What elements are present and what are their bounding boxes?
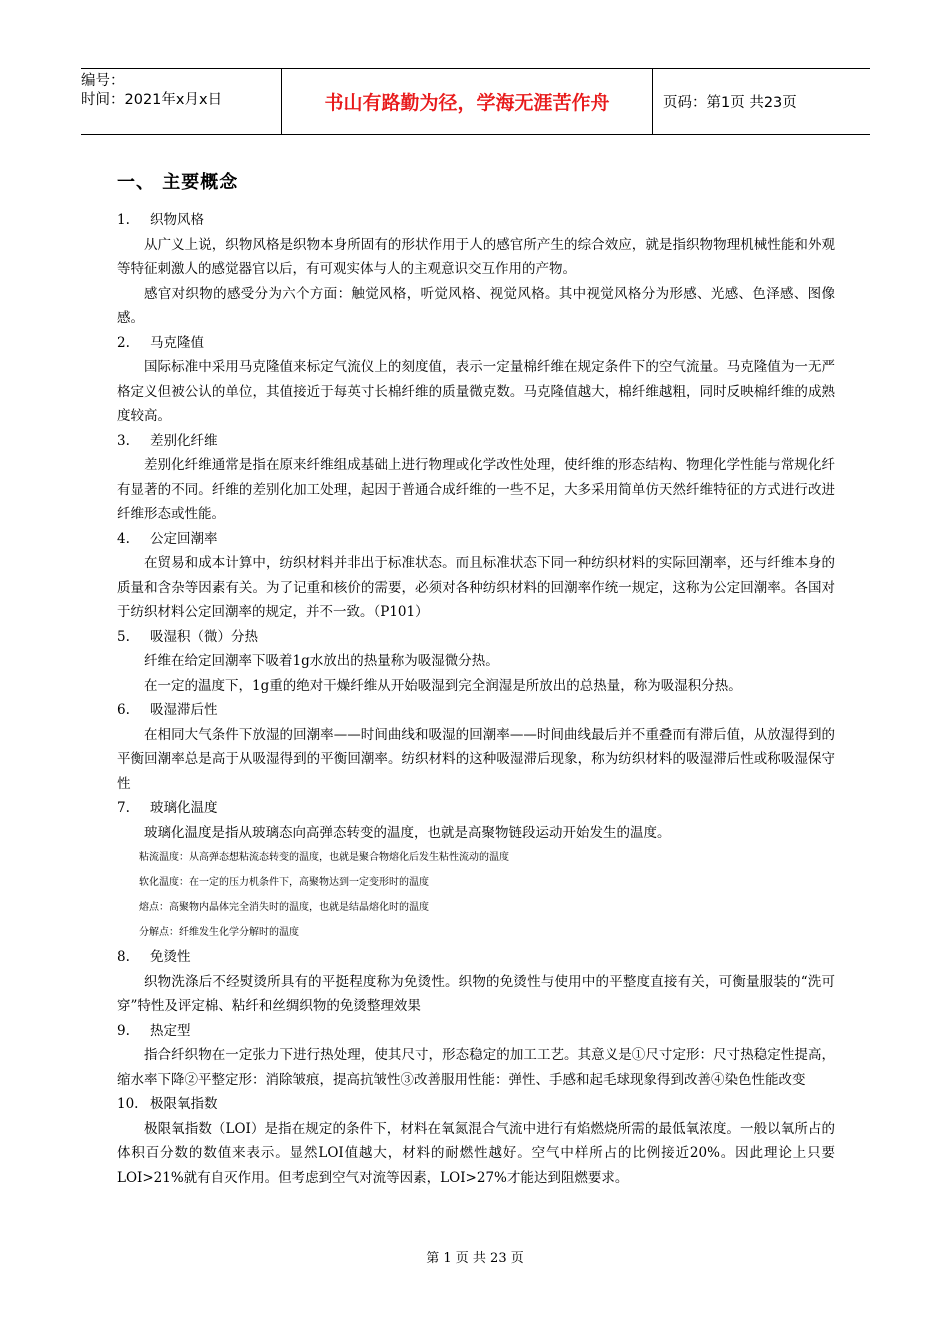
concept-heading [117,945,835,970]
time-label: 时间：2021年x月x日 [81,92,223,108]
concept-item [117,1019,835,1093]
concept-paragraph: 在贸易和成本计算中，纺织材料并非出于标准状态。而且标准状态下同一种纺织材料的实际回潮率，还与纤维本身的质量和含杂等因素有关。为了记重和核价的需要，必须对各种纺织材料的回潮率作统一规定，这称为公定回潮率。各国对于纺织材料公定回潮率的规定，并不一致。（P101） [117,555,835,620]
concept-number: 10. [117,1096,139,1112]
concept-title: 热定型 [150,1022,191,1039]
concept-number: 8. [117,949,130,965]
concept-heading [117,796,835,821]
concept-heading [117,698,835,723]
concept-paragraph: 纤维在给定回潮率下吸着1g水放出的热量称为吸湿微分热。 [144,653,499,669]
section-title: 一、 主要概念 [117,172,239,193]
concept-title: 玻璃化温度 [150,800,218,816]
concept-number: 5. [117,628,130,645]
concept-number: 3. [117,432,130,449]
header-motto: 书山有路勤为径，学海无涯苦作舟 [282,69,653,134]
concept-number: 9. [117,1022,130,1039]
concept-paragraph: 差别化纤维通常是指在原来纤维组成基础上进行物理或化学改性处理，使纤维的形态结构、物理化学性能与常规化纤有显著的不同。纤维的差别化加工处理，起因于普通合成纤维的一些不足，大多采用简单仿天然纤维特征的方式进行改进纤维形态或性能。 [117,457,835,522]
concept-paragraph: 织物洗涤后不经熨烫所具有的平挺程度称为免烫性。织物的免烫性与使用中的平整度直接有关，可衡量服装的“洗可穿”特性及评定棉、粘纤和丝绸织物的免烫整理效果 [117,973,835,1014]
concept-number: 7. [117,800,130,816]
concept-item [117,796,835,945]
concept-number: 2. [117,334,130,351]
concept-number: 4. [117,530,130,547]
concept-paragraph: 极限氧指数（LOI）是指在规定的条件下，材料在氧氮混合气流中进行有焰燃烧所需的最低氧浓度。一般以氧所占的体积百分数的数值来表示。显然LOI值越大，材料的耐燃性越好。空气中样所占的比例接近20%。因此理论上只要LOI>21%就有自灭作用。但考虑到空气对流等因素，LOI>27%才能达到阻燃要求。 [117,1120,835,1186]
concept-title: 差别化纤维 [150,432,218,449]
concept-item [117,945,835,1019]
concept-number: 6. [117,702,130,718]
concept-paragraph: 感官对织物的感受分为六个方面：触觉风格，听觉风格、视觉风格。其中视觉风格分为形感、光感、色泽感、图像感。 [117,285,835,326]
concept-heading [117,1019,835,1044]
concept-item [117,429,835,527]
concept-paragraph: 在相同大气条件下放湿的回潮率——时间曲线和吸湿的回潮率——时间曲线最后并不重叠而有滞后值，从放湿得到的平衡回潮率总是高于从吸湿得到的平衡回潮率。纺织材料的这种吸湿滞后现象，称为纺织材料的吸湿滞后性或称吸湿保守性 [117,726,835,792]
concept-list [117,208,835,1190]
concept-title: 织物风格 [150,212,204,228]
concept-heading [117,331,835,356]
concept-heading [117,208,835,233]
concept-paragraph: 国际标准中采用马克隆值来标定气流仪上的刻度值，表示一定量棉纤维在规定条件下的空气流量。马克隆值为一无严格定义但被公认的单位，其值接近于每英寸长棉纤维的质量微克数。马克隆值越大，棉纤维越粗，同时反映棉纤维的成熟度较高。 [117,359,835,424]
concept-item [117,625,835,699]
header-page-info: 页码：第1页 共23页 [663,95,797,111]
concept-note: 熔点：高聚物内晶体完全消失时的温度，也就是结晶熔化时的温度 [139,902,429,913]
concept-heading [117,625,835,650]
code-label: 编号： [81,73,125,89]
concept-title: 吸湿滞后性 [150,702,218,718]
concept-note: 软化温度：在一定的压力机条件下，高聚物达到一定变形时的温度 [139,877,429,888]
concept-note: 粘流温度：从高弹态想粘流态转变的温度，也就是聚合物熔化后发生粘性流动的温度 [139,852,509,863]
concept-heading [117,527,835,552]
concept-number: 1. [117,212,130,228]
concept-heading [117,1092,835,1117]
document-body [117,168,835,1190]
concept-note: 分解点：纤维发生化学分解时的温度 [139,927,299,938]
header-left-cell [81,69,282,134]
concept-title: 免烫性 [150,949,191,965]
concept-item [117,527,835,625]
concept-title: 公定回潮率 [150,530,218,547]
concept-paragraph: 从广义上说，织物风格是织物本身所固有的形状作用于人的感官所产生的综合效应，就是指织物物理机械性能和外观等特征刺激人的感觉器官以后，有可观实体与人的主观意识交互作用的产物。 [117,236,835,277]
concept-item [117,331,835,429]
concept-paragraph: 指合纤织物在一定张力下进行热处理，使其尺寸，形态稳定的加工工艺。其意义是①尺寸定形：尺寸热稳定性提高，缩水率下降②平整定形：消除皱痕，提高抗皱性③改善服用性能：弹性、手感和起毛球现象得到改善④染色性能改变 [117,1047,835,1088]
concept-paragraph: 在一定的温度下，1g重的绝对干燥纤维从开始吸湿到完全润湿是所放出的总热量，称为吸湿积分热。 [144,677,742,694]
concept-heading [117,429,835,454]
page-header [81,68,870,135]
concept-title: 马克隆值 [150,334,204,351]
concept-paragraph: 玻璃化温度是指从玻璃态向高弹态转变的温度，也就是高聚物链段运动开始发生的温度。 [144,824,671,841]
concept-item [117,208,835,331]
page-footer: 第 1 页 共 23 页 [426,1251,524,1266]
concept-title: 极限氧指数 [150,1096,218,1112]
concept-title: 吸湿积（微）分热 [150,628,258,645]
concept-item [117,698,835,796]
concept-item [117,1092,835,1190]
